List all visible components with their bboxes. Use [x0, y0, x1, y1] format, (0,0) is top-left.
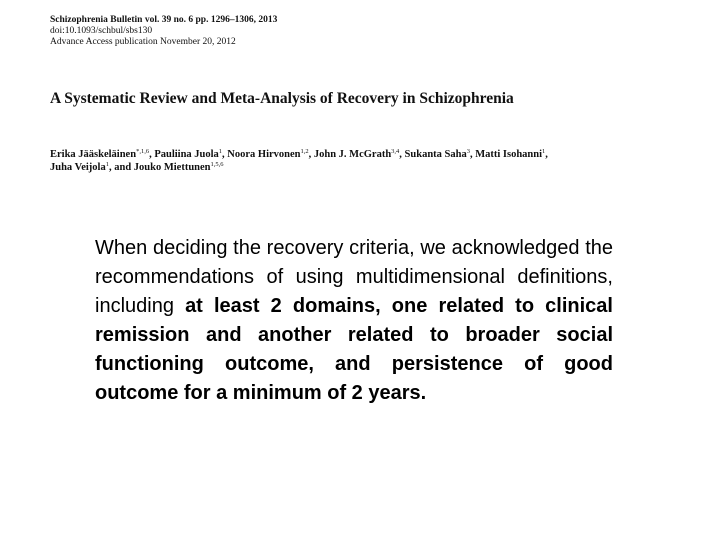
author-name: Pauliina Juola: [154, 149, 219, 160]
author-separator: ,: [469, 149, 476, 160]
quote-paragraph: [95, 234, 613, 408]
author-affiliation: 1: [542, 148, 546, 155]
doi-line: doi:10.1093/schbul/sbs130: [50, 26, 153, 36]
author-name: Sukanta Saha: [404, 149, 467, 160]
author-affiliation: 1: [105, 160, 109, 168]
author-affiliation: 1: [218, 148, 223, 155]
author-separator: ,: [149, 149, 155, 160]
author-separator: , and: [108, 161, 134, 173]
author-affiliation: 3,4: [391, 148, 400, 155]
author-separator: ,: [545, 149, 548, 160]
author-affiliation: *,1,6: [136, 148, 150, 155]
author-separator: ,: [308, 149, 314, 160]
journal-header: [50, 15, 690, 48]
quote-text-emphasis: at least 2 domains, one related to clinical remission and another related to broader social functioning outcome, and persistence of good outcome for a minimum of 2 years.: [95, 295, 613, 404]
author-name: Matti Isohanni: [475, 149, 543, 160]
author-name: Juha Veijola: [50, 161, 106, 173]
author-name: Erika Jääskeläinen: [50, 149, 137, 160]
paper-title: A Systematic Review and Meta-Analysis of Recovery in Schizophrenia: [50, 90, 514, 107]
author-list: [50, 149, 690, 174]
author-name: Noora Hirvonen: [227, 149, 301, 160]
author-name: John J. McGrath: [313, 149, 392, 160]
quote-text-regular: When deciding the recovery criteria, we acknowledged the recommendations of using multidimensional definitions, including: [95, 237, 613, 317]
author-affiliation: 3: [466, 148, 470, 155]
author-separator: ,: [222, 149, 228, 160]
author-name: Jouko Miettunen: [133, 161, 211, 173]
author-affiliation: 1,2: [300, 148, 309, 155]
journal-citation: Schizophrenia Bulletin vol. 39 no. 6 pp. 1296–1306, 2013: [50, 15, 278, 25]
author-separator: ,: [399, 149, 405, 160]
advance-access-line: Advance Access publication November 20, 2012: [50, 37, 236, 47]
author-affiliation: 1,5,6: [210, 160, 224, 168]
